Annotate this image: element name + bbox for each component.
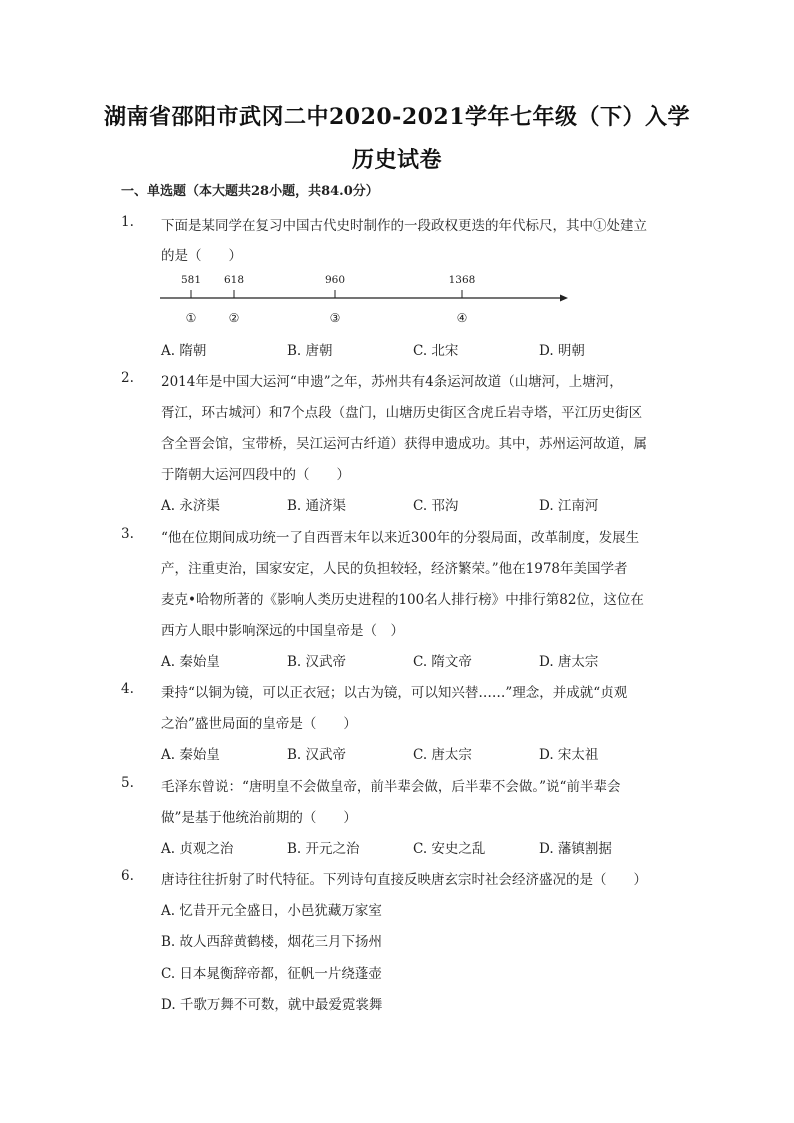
question-text-line: 胥江，环古城河）和7个点段（盘门，山塘历史街区含虎丘岩寺塔，平江历史街区 (161, 405, 643, 421)
option-c: C. 日本晁衡辞帝都，征帆一片绕蓬壶 (161, 966, 382, 982)
option-a: A. 秦始皇 (161, 654, 220, 670)
option-b: B. 唐朝 (287, 343, 333, 359)
question-text-line: 之治”盛世局面的皇帝是（ ） (161, 716, 357, 732)
question-text-line: 2014年是中国大运河“申遗”之年，苏州共有4条运河故道（山塘河，上塘河， (161, 374, 623, 390)
question-text-line: 于隋朝大运河四段中的（ ） (161, 467, 350, 483)
option-c: C. 北宋 (413, 343, 459, 359)
timeline-year: 581 (180, 274, 202, 286)
option-a: A. 隋朝 (161, 343, 207, 359)
question-text-line: 唐诗往往折射了时代特征。下列诗句直接反映唐玄宗时社会经济盛况的是（ ） (161, 872, 647, 888)
option-a: A. 秦始皇 (161, 747, 220, 763)
option-c: C. 隋文帝 (413, 654, 472, 670)
option-d: D. 藩镇割据 (539, 841, 612, 857)
timeline-mark: ③ (329, 311, 341, 325)
timeline-arrow-icon (560, 295, 568, 302)
option-a: A. 贞观之治 (161, 841, 234, 857)
timeline-chart (160, 268, 570, 328)
option-a: A. 忆昔开元全盛日，小邑犹藏万家室 (161, 903, 382, 919)
question-number: 4. (121, 681, 134, 697)
option-b: B. 故人西辞黄鹤楼，烟花三月下扬州 (161, 934, 383, 950)
question-number: 1. (121, 214, 134, 230)
timeline-mark: ① (185, 311, 197, 325)
option-c: C. 唐太宗 (413, 747, 472, 763)
timeline-year: 1368 (448, 274, 476, 286)
page-title-line1: 湖南省邵阳市武冈二中2020-2021学年七年级（下）入学 (103, 104, 691, 130)
question-text-line: 麦克•哈物所著的《影响人类历史进程的100名人排行榜》中排行第82位，这位在 (161, 592, 644, 608)
option-d: D. 江南河 (539, 498, 599, 514)
question-text-line: 含全晋会馆，宝带桥，吴江运河古纤道）获得申遗成功。其中，苏州运河故道，属 (161, 436, 647, 452)
timeline-year: 618 (223, 274, 245, 286)
option-d: D. 唐太宗 (539, 654, 599, 670)
question-text-line: 毛泽东曾说：“唐明皇不会做皇帝，前半辈会做，后半辈不会做。”说“前半辈会 (161, 779, 621, 795)
option-c: C. 安史之乱 (413, 841, 486, 857)
question-text-line: 做”是基于他统治前期的（ ） (161, 810, 357, 826)
option-c: C. 邗沟 (413, 498, 459, 514)
timeline-mark: ④ (456, 311, 468, 325)
option-b: B. 开元之治 (287, 841, 360, 857)
question-text-line: 西方人眼中影响深远的中国皇帝是（ ） (161, 623, 404, 639)
question-text-line: “他在位期间成功统一了自西晋末年以来近300年的分裂局面，改革制度，发展生 (161, 530, 640, 546)
question-text-line: 的是（ ） (161, 248, 242, 264)
page-title-line2: 历史试卷 (351, 147, 442, 173)
timeline-mark: ② (228, 311, 240, 325)
question-number: 6. (121, 868, 134, 884)
option-b: B. 汉武帝 (287, 747, 347, 763)
question-number: 5. (121, 775, 134, 791)
option-d: D. 明朝 (539, 343, 585, 359)
question-number: 3. (121, 526, 134, 542)
timeline-year: 960 (324, 274, 346, 286)
option-a: A. 永济渠 (161, 498, 220, 514)
question-number: 2. (121, 370, 134, 386)
section-heading: 一、单选题（本大题共28小题，共84.0分） (121, 184, 379, 199)
option-d: D. 千歌万舞不可数，就中最爱霓裳舞 (161, 997, 383, 1013)
option-b: B. 汉武帝 (287, 654, 347, 670)
option-b: B. 通济渠 (287, 498, 347, 514)
question-text-line: 产，注重吏治，国家安定，人民的负担较轻，经济繁荣。”他在1978年美国学者 (161, 561, 628, 577)
option-d: D. 宋太祖 (539, 747, 599, 763)
question-text-line: 下面是某同学在复习中国古代史时制作的一段政权更迭的年代标尺，其中①处建立 (161, 218, 647, 234)
question-text-line: 秉持“以铜为镜，可以正衣冠；以古为镜，可以知兴替……”理念，并成就“贞观 (161, 685, 628, 701)
